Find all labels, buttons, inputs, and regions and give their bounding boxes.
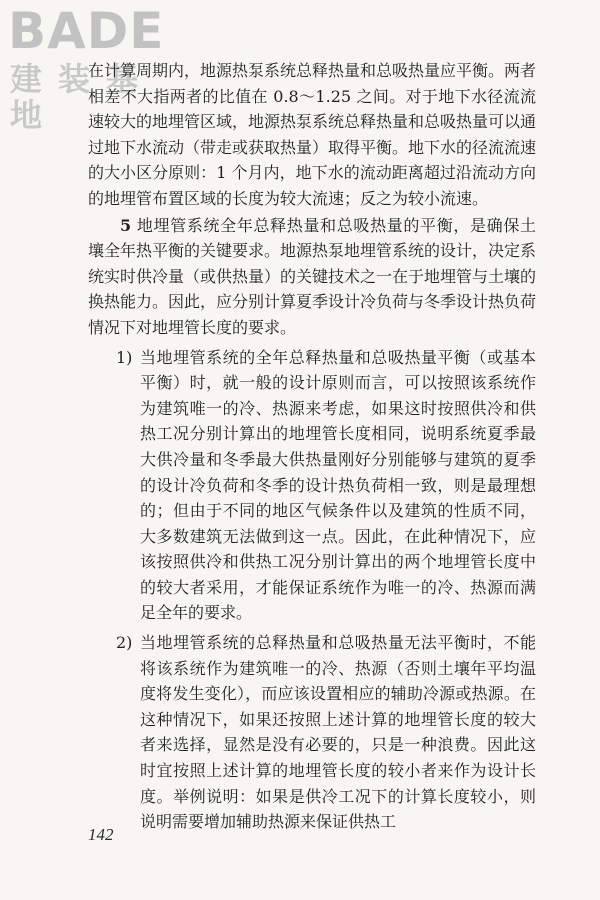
document-body — [88, 58, 536, 835]
list-item — [88, 345, 536, 627]
paragraph-1: 在计算周期内，地源热泵系统总释热量和总吸热量应平衡。两者相差不大指两者的比值在 0.8～1.25 之间。对于地下水径流流速较大的地埋管区域，地源热泵系统总释热量和总吸热量可以通过地下水流动（带走或获取热量）取得平衡。地下水的径流流速的大小区分原则：1 个月内，地下水的流动距离超过沿流动方向的地埋管布置区域的长度为较大流速；反之为较小流速。 — [88, 61, 537, 208]
watermark-brand: BADE — [8, 2, 165, 60]
list-item-text: 当地埋管系统的总释热量和总吸热量无法平衡时，不能将该系统作为建筑唯一的冷、热源（否则土壤年平均温度将发生变化），而应该设置相应的辅助冷源或热源。在这种情况下，如果还按照上述计算的地埋管长度的较大者来选择，显然是没有必要的，只是一种浪费。因此这时宜按照上述计算的地埋管长度的较小者来作为设计长度。举例说明：如果是供冷工况下的计算长度较小，则说明需要增加辅助热源来保证供热工 — [140, 633, 536, 832]
page-number: 142 — [88, 825, 114, 844]
list-item-text: 当地埋管系统的全年总释热量和总吸热量平衡（或基本平衡）时，就一般的设计原则而言，可以按照该系统作为建筑唯一的冷、热源来考虑，如果这时按照供冷和供热工况分别计算出的地埋管长度相同，说明系统夏季最大供冷量和冬季最大供热量刚好分别能够与建筑的夏季的设计冷负荷和冬季的设计热负荷相一致，则是最理想的；但由于不同的地区气候条件以及建筑的性质不同，大多数建筑无法做到这一点。因此，在此种情况下，应该按照供冷和供热工况分别计算出的两个地埋管长度中的较大者采用，才能保证系统作为唯一的冷、热源而满足全年的要求。 — [140, 347, 536, 623]
paragraph-2-text: 地埋管系统全年总释热量和总吸热量的平衡，是确保土壤全年热平衡的关键要求。地源热泵地埋管系统的设计，决定系统实时供冷量（或供热量）的关键技术之一在于地埋管与土壤的换热能力。因此，应分别计算夏季设计冷负荷与冬季设计热负荷情况下对地埋管长度的要求。 — [88, 215, 537, 337]
watermark-subtitle: 建装基地 — [10, 60, 155, 134]
list-item-label: 1) — [116, 347, 133, 367]
paragraph-2 — [88, 213, 536, 341]
list-item — [88, 630, 536, 835]
list-item-label: 2) — [116, 633, 133, 653]
paragraph-number: 5 — [120, 215, 132, 235]
